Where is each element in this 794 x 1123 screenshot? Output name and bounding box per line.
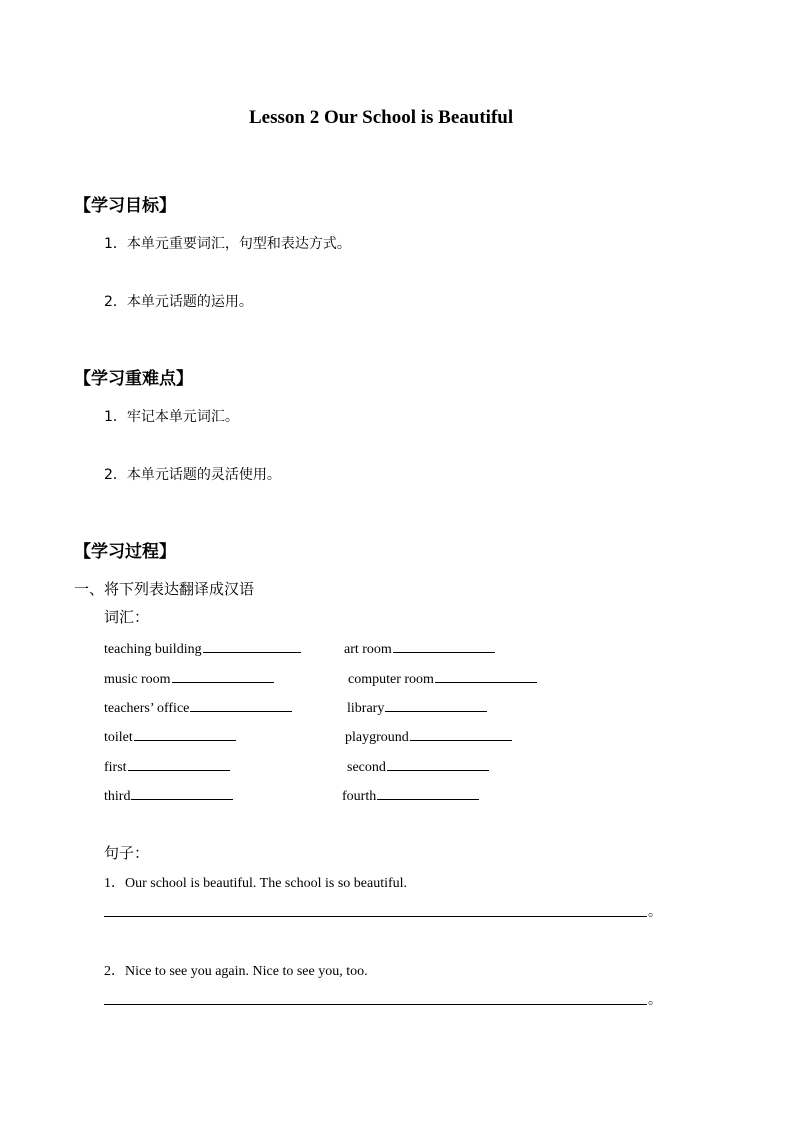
- vocab-item: playground: [345, 727, 512, 746]
- key-point-item: 2．本单元话题的灵活使用。: [104, 467, 281, 483]
- answer-blank[interactable]: [203, 639, 301, 653]
- answer-blank[interactable]: [190, 698, 292, 712]
- vocab-item: second: [347, 757, 489, 776]
- answer-blank[interactable]: [131, 786, 233, 800]
- answer-blank[interactable]: [172, 669, 274, 683]
- process-heading: 【学习过程】: [74, 542, 176, 562]
- answer-blank[interactable]: [387, 757, 489, 771]
- vocab-item: fourth: [342, 786, 479, 805]
- objective-item: 1．本单元重要词汇，句型和表达方式。: [104, 236, 351, 252]
- objective-item: 2．本单元话题的运用。: [104, 294, 253, 310]
- answer-blank[interactable]: [377, 786, 479, 800]
- answer-line[interactable]: [104, 904, 647, 917]
- vocab-item: third: [104, 786, 233, 805]
- vocab-item: library: [347, 698, 487, 717]
- vocab-item: teaching building: [104, 639, 301, 658]
- objectives-heading: 【学习目标】: [74, 196, 176, 216]
- answer-line[interactable]: [104, 992, 647, 1005]
- vocab-item: first: [104, 757, 230, 776]
- line-end-mark: 。: [648, 992, 662, 1008]
- answer-blank[interactable]: [410, 727, 512, 741]
- key-points-heading: 【学习重难点】: [74, 369, 193, 389]
- page-title: Lesson 2 Our School is Beautiful: [249, 107, 514, 128]
- answer-blank[interactable]: [435, 669, 537, 683]
- vocab-item: teachers’ office: [104, 698, 292, 717]
- answer-blank[interactable]: [134, 727, 236, 741]
- answer-blank[interactable]: [393, 639, 495, 653]
- vocab-item: toilet: [104, 727, 236, 746]
- vocab-label: 词汇：: [104, 608, 150, 626]
- sentence-item: 2．Nice to see you again. Nice to see you, too.: [104, 964, 368, 979]
- answer-blank[interactable]: [128, 757, 230, 771]
- sentence-item: 1．Our school is beautiful. The school is so beautiful.: [104, 876, 408, 891]
- section1-title: 一、将下列表达翻译成汉语: [74, 580, 255, 598]
- vocab-item: art room: [344, 639, 495, 658]
- vocab-item: music room: [104, 669, 274, 688]
- answer-blank[interactable]: [385, 698, 487, 712]
- vocab-item: computer room: [348, 669, 537, 688]
- key-point-item: 1．牢记本单元词汇。: [104, 409, 239, 425]
- line-end-mark: 。: [648, 904, 662, 920]
- sentence-label: 句子：: [104, 844, 150, 862]
